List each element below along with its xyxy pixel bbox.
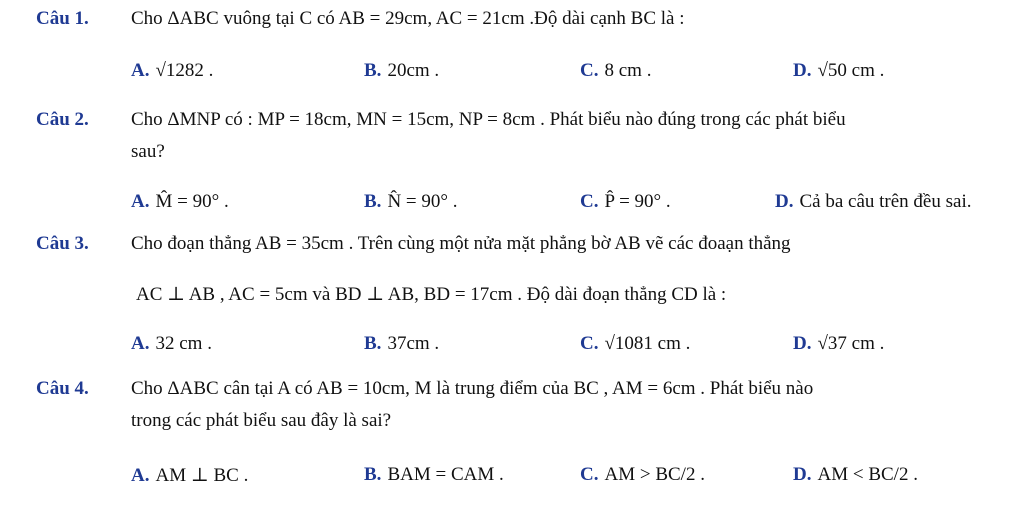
- option-letter: C.: [580, 191, 599, 212]
- option-text: AM ⊥ BC .: [155, 465, 249, 486]
- question-1-option-a[interactable]: [131, 60, 213, 82]
- option-letter: D.: [793, 333, 812, 354]
- option-letter: B.: [364, 191, 382, 212]
- question-3-option-c[interactable]: [580, 333, 690, 355]
- question-3-label: Câu 3.: [36, 233, 89, 254]
- question-3-option-b[interactable]: [364, 333, 439, 355]
- option-text: 20cm .: [387, 60, 440, 81]
- question-2-option-d[interactable]: [775, 191, 971, 213]
- option-text: M̂ = 90° .: [155, 191, 229, 212]
- option-letter: A.: [131, 191, 150, 212]
- question-3-option-d[interactable]: [793, 333, 884, 355]
- question-2-text-line-1: Cho ΔMNP có : MP = 18cm, MN = 15cm, NP = 8cm . Phát biểu nào đúng trong các phát biểu: [131, 109, 846, 130]
- question-1-label: Câu 1.: [36, 8, 89, 29]
- question-2-option-a[interactable]: [131, 191, 229, 213]
- option-letter: D.: [793, 60, 812, 81]
- option-letter: A.: [131, 60, 150, 81]
- question-1-option-b[interactable]: [364, 60, 439, 82]
- question-4-text-line-1: Cho ΔABC cân tại A có AB = 10cm, M là trung điểm của BC , AM = 6cm . Phát biểu nào: [131, 378, 814, 399]
- option-letter: B.: [364, 333, 382, 354]
- question-2-option-c[interactable]: [580, 191, 671, 213]
- option-letter: C.: [580, 60, 599, 81]
- question-4-label: Câu 4.: [36, 378, 89, 399]
- question-4-text-line-2: trong các phát biểu sau đây là sai?: [131, 410, 392, 431]
- option-text: √1081 cm .: [604, 333, 691, 354]
- question-4-option-b[interactable]: [364, 464, 504, 486]
- question-3-option-a[interactable]: [131, 333, 212, 355]
- option-text: AM < BC/2 .: [817, 464, 918, 485]
- option-text: √37 cm .: [817, 333, 885, 354]
- question-4-option-c[interactable]: [580, 464, 705, 486]
- option-text: AM > BC/2 .: [604, 464, 705, 485]
- option-text: 8 cm .: [604, 60, 652, 81]
- option-letter: D.: [793, 464, 812, 485]
- question-1-option-c[interactable]: [580, 60, 651, 82]
- option-letter: D.: [775, 191, 794, 212]
- option-text: P̂ = 90° .: [604, 191, 671, 212]
- option-letter: B.: [364, 464, 382, 485]
- question-1-text: Cho ΔABC vuông tại C có AB = 29cm, AC = 21cm .Độ dài cạnh BC là :: [131, 8, 685, 29]
- option-text: BAM = CAM .: [387, 464, 504, 485]
- option-text: 37cm .: [387, 333, 440, 354]
- option-letter: C.: [580, 333, 599, 354]
- option-letter: C.: [580, 464, 599, 485]
- question-1-option-d[interactable]: [793, 60, 884, 82]
- question-2-text-line-2: sau?: [131, 141, 165, 162]
- option-letter: A.: [131, 465, 150, 486]
- question-3-text-line-1: Cho đoạn thẳng AB = 35cm . Trên cùng một nửa mặt phẳng bờ AB vẽ các đoaạn thẳng: [131, 233, 791, 254]
- question-2-label: Câu 2.: [36, 109, 89, 130]
- question-2-option-b[interactable]: [364, 191, 457, 213]
- option-letter: B.: [364, 60, 382, 81]
- option-text: 32 cm .: [155, 333, 212, 354]
- option-letter: A.: [131, 333, 150, 354]
- option-text: √1282 .: [155, 60, 214, 81]
- option-text: √50 cm .: [817, 60, 885, 81]
- option-text: N̂ = 90° .: [387, 191, 458, 212]
- question-4-option-d[interactable]: [793, 464, 918, 486]
- question-4-option-a[interactable]: [131, 464, 248, 487]
- option-text: Cả ba câu trên đều sai.: [799, 191, 972, 212]
- question-3-text-line-2: AC ⊥ AB , AC = 5cm và BD ⊥ AB, BD = 17cm . Độ dài đoạn thẳng CD là :: [136, 284, 727, 305]
